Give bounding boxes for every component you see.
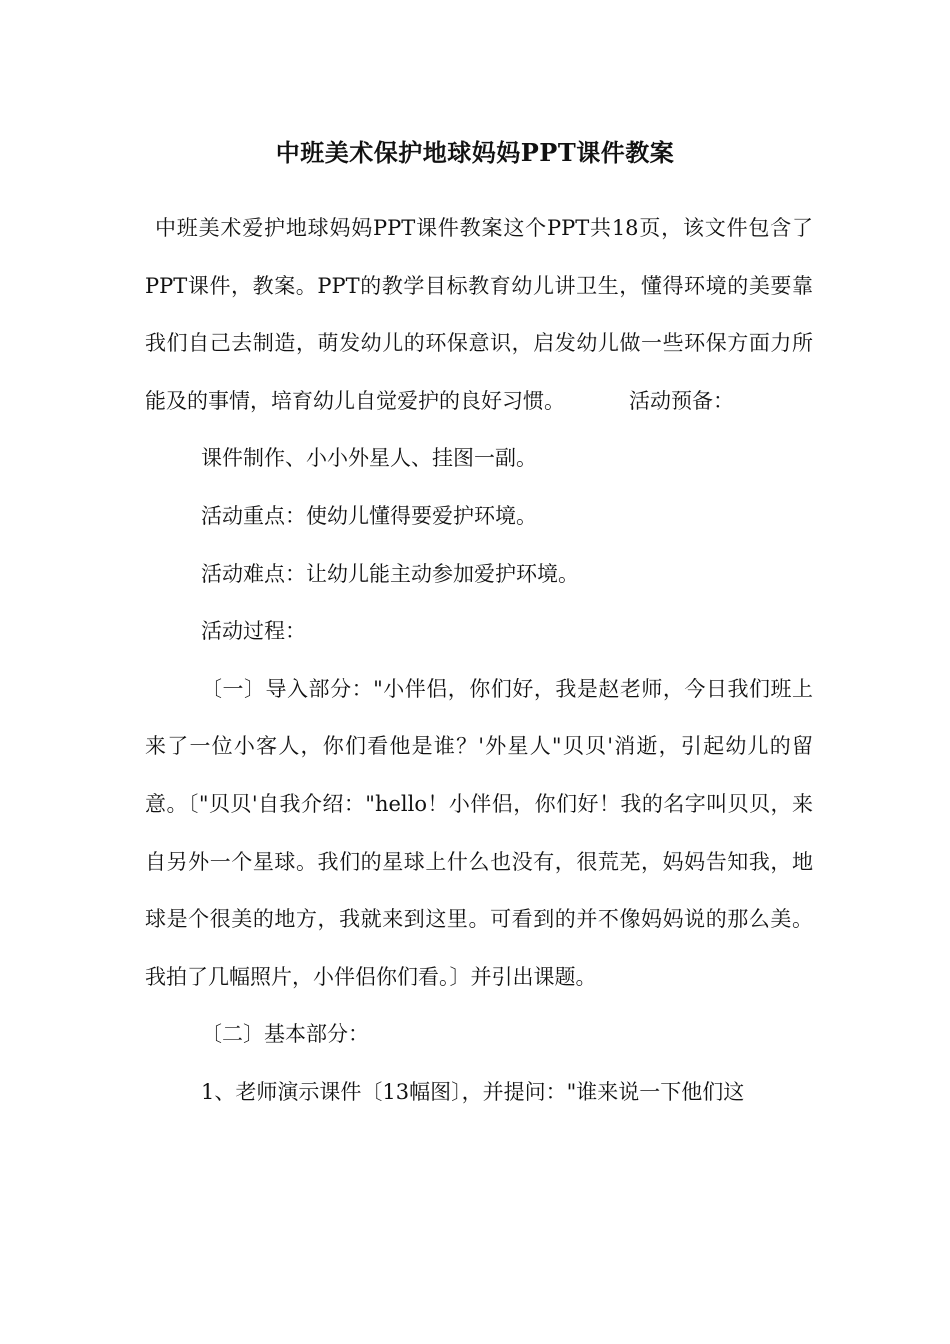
intro-paragraph	[145, 200, 813, 430]
document-title: 中班美术保护地球妈妈PPT课件教案	[275, 138, 675, 167]
intro-main-text: 中班美术爱护地球妈妈PPT课件教案这个PPT共18页，该文件包含了PPT课件，教案。PPT的教学目标教育幼儿讲卫生，懂得环境的美要靠我们自己去制造，萌发幼儿的环保意识，启发幼儿做一些环保方面力所能及的事情，培育幼儿自觉爱护的良好习惯。	[145, 216, 813, 413]
process-heading: 活动过程：	[201, 619, 306, 644]
basic-section-heading: 〔二〕基本部分：	[201, 1022, 369, 1047]
intro-tail-text: 活动预备：	[629, 388, 734, 413]
materials-paragraph: 课件制作、小小外星人、挂图一副。	[201, 446, 537, 471]
key-point-paragraph: 活动重点：使幼儿懂得要爱护环境。	[201, 503, 537, 528]
document-body	[145, 200, 813, 1122]
intro-section-paragraph: 〔一〕导入部分："小伴侣，你们好，我是赵老师，今日我们班上来了一位小客人，你们看他是谁？'外星人"贝贝'消逝，引起幼儿的留意。〔"贝贝'自我介绍："hello！小伴侣，你们好！我的名字叫贝贝，来自另外一个星球。我们的星球上什么也没有，很荒芜，妈妈告知我，地球是个很美的地方，我就来到这里。可看到的并不像妈妈说的那么美。我拍了几幅照片，小伴侣你们看。〕并引出课题。	[145, 676, 813, 989]
step-one-paragraph: 1、老师演示课件〔13幅图〕，并提问："谁来说一下他们这	[201, 1079, 745, 1104]
difficulty-paragraph: 活动难点：让幼儿能主动参加爱护环境。	[201, 561, 579, 586]
